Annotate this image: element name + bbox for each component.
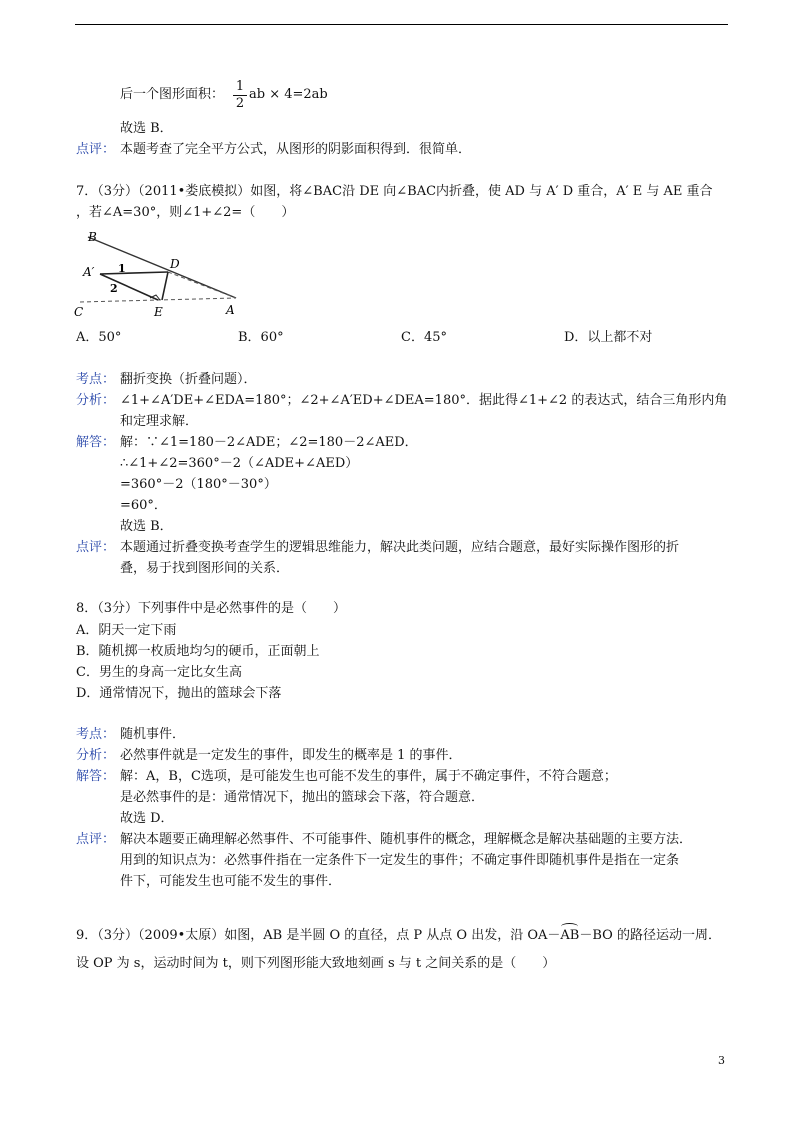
q9-arc-ab: AB	[560, 928, 580, 943]
q9-stem-line1	[76, 927, 721, 945]
q6-frac-den: 2	[235, 96, 245, 111]
q7-label-2: 2	[110, 282, 118, 295]
q6-area-suffix: ab × 4=2ab	[249, 87, 328, 102]
q8-option-c: C．男生的身高一定比女生高	[76, 665, 242, 680]
q8-dianping-label: 点评：	[76, 832, 116, 847]
q7-fenxi-line2: 和定理求解．	[120, 414, 199, 429]
q7-label-C: C	[74, 305, 84, 318]
q8-dianping-line1: 解决本题要正确理解必然事件、不可能事件、随机事件的概念，理解概念是解决基础题的主要方法．	[120, 832, 693, 847]
q7-dianping-line1: 本题通过折叠变换考查学生的逻辑思维能力，解决此类问题，应结合题意，最好实际操作图形的折	[120, 540, 680, 555]
q7-line-A'D	[100, 272, 168, 274]
header-rule	[75, 24, 728, 25]
q7-line-DE	[162, 272, 168, 300]
q7-option-b: B．60°	[238, 330, 284, 345]
q7-option-c: C．45°	[401, 330, 447, 345]
q6-frac-num: 1	[235, 79, 245, 94]
q7-option-d: D．以上都不对	[564, 330, 653, 345]
q7-label-A-prime: A′	[83, 265, 95, 279]
q7-jieda-line4: =60°．	[120, 498, 167, 513]
q8-option-d: D．通常情况下，抛出的篮球会下落	[76, 686, 282, 701]
q6-area-line	[120, 86, 224, 104]
page-number: 3	[718, 1054, 725, 1067]
q6-comment-label: 点评：	[76, 142, 116, 157]
q7-label-B: B	[88, 230, 97, 244]
q7-fenxi-label: 分析：	[76, 393, 116, 408]
q7-dianping-line2: 叠，易于找到图形间的关系．	[120, 561, 290, 576]
q8-jieda-line2: 是必然事件的是：通常情况下，抛出的篮球会下落，符合题意．	[120, 790, 485, 805]
q6-area-prefix: 后一个图形面积：	[120, 87, 225, 102]
q7-stem-line2: ，若∠A=30°，则∠1+∠2=（ ）	[76, 205, 295, 220]
q7-kaodian-label: 考点：	[76, 372, 116, 387]
q6-choice: 故选 B．	[120, 121, 173, 136]
q8-kaodian-label: 考点：	[76, 727, 116, 742]
q7-line-A'E	[100, 274, 158, 300]
q8-option-a: A．阴天一定下雨	[76, 623, 177, 638]
q7-kaodian: 翻折变换（折叠问题）．	[120, 372, 257, 387]
q7-fenxi-line1: ∠1+∠A′DE+∠EDA=180°；∠2+∠A′ED+∠DEA=180°．据此得∠1+∠2 的表达式，结合三角形内角	[120, 393, 728, 408]
q8-option-b: B．随机掷一枚质地均匀的硬币，正面朝上	[76, 644, 320, 659]
q7-label-1: 1	[118, 262, 126, 275]
q6-comment: 本题考查了完全平方公式，从图形的阴影面积得到．很简单．	[120, 142, 472, 157]
q8-jieda-label: 解答：	[76, 769, 116, 784]
q7-jieda-label: 解答：	[76, 435, 116, 450]
q7-stem-line1: 7．（3分）（2011•娄底模拟）如图，将∠BAC沿 DE 向∠BAC内折叠，使 AD 与 A′ D 重合，A′ E 与 AE 重合	[76, 184, 713, 199]
q9-stem-a: 9．（3分）（2009•太原）如图，AB 是半圆 O 的直径，点 P 从点 O 出发，沿 OA－	[76, 928, 561, 943]
q7-label-D: D	[170, 257, 180, 271]
q7-dianping-label: 点评：	[76, 540, 116, 555]
q6-fraction	[233, 80, 247, 111]
q8-fenxi-label: 分析：	[76, 748, 116, 763]
q9-stem-line2: 设 OP 为 s，运动时间为 t，则下列图形能大致地刻画 s 与 t 之间关系的是（ ）	[76, 956, 556, 971]
q8-dianping-line2: 用到的知识点为：必然事件指在一定条件下一定发生的事件；不确定事件即随机事件是指在一定条	[120, 853, 680, 868]
q8-fenxi: 必然事件就是一定发生的事件，即发生的概率是 1 的事件．	[120, 748, 462, 763]
q8-jieda-line3: 故选 D．	[120, 811, 174, 826]
q7-jieda-line3: =360°－2（180°－30°）	[120, 477, 277, 492]
q7-label-A: A	[226, 303, 235, 317]
q7-jieda-line1: 解：∵∠1=180－2∠ADE；∠2=180－2∠AED．	[120, 435, 418, 450]
q7-option-a: A．50°	[76, 330, 122, 345]
q8-dianping-line3: 件下，可能发生也可能不发生的事件．	[120, 874, 342, 889]
q7-jieda-line5: 故选 B．	[120, 519, 173, 534]
q8-kaodian: 随机事件．	[120, 727, 186, 742]
q7-jieda-line2: ∴∠1+∠2=360°－2（∠ADE+∠AED）	[120, 456, 359, 471]
q7-figure	[74, 226, 244, 318]
q9-stem-b: －BO 的路径运动一周．	[579, 928, 721, 943]
q7-label-E: E	[154, 305, 163, 318]
q8-jieda-line1: 解：A，B，C选项，是可能发生也可能不发生的事件，属于不确定事件，不符合题意；	[120, 769, 617, 784]
q8-stem: 8．（3分）下列事件中是必然事件的是（ ）	[76, 601, 347, 616]
